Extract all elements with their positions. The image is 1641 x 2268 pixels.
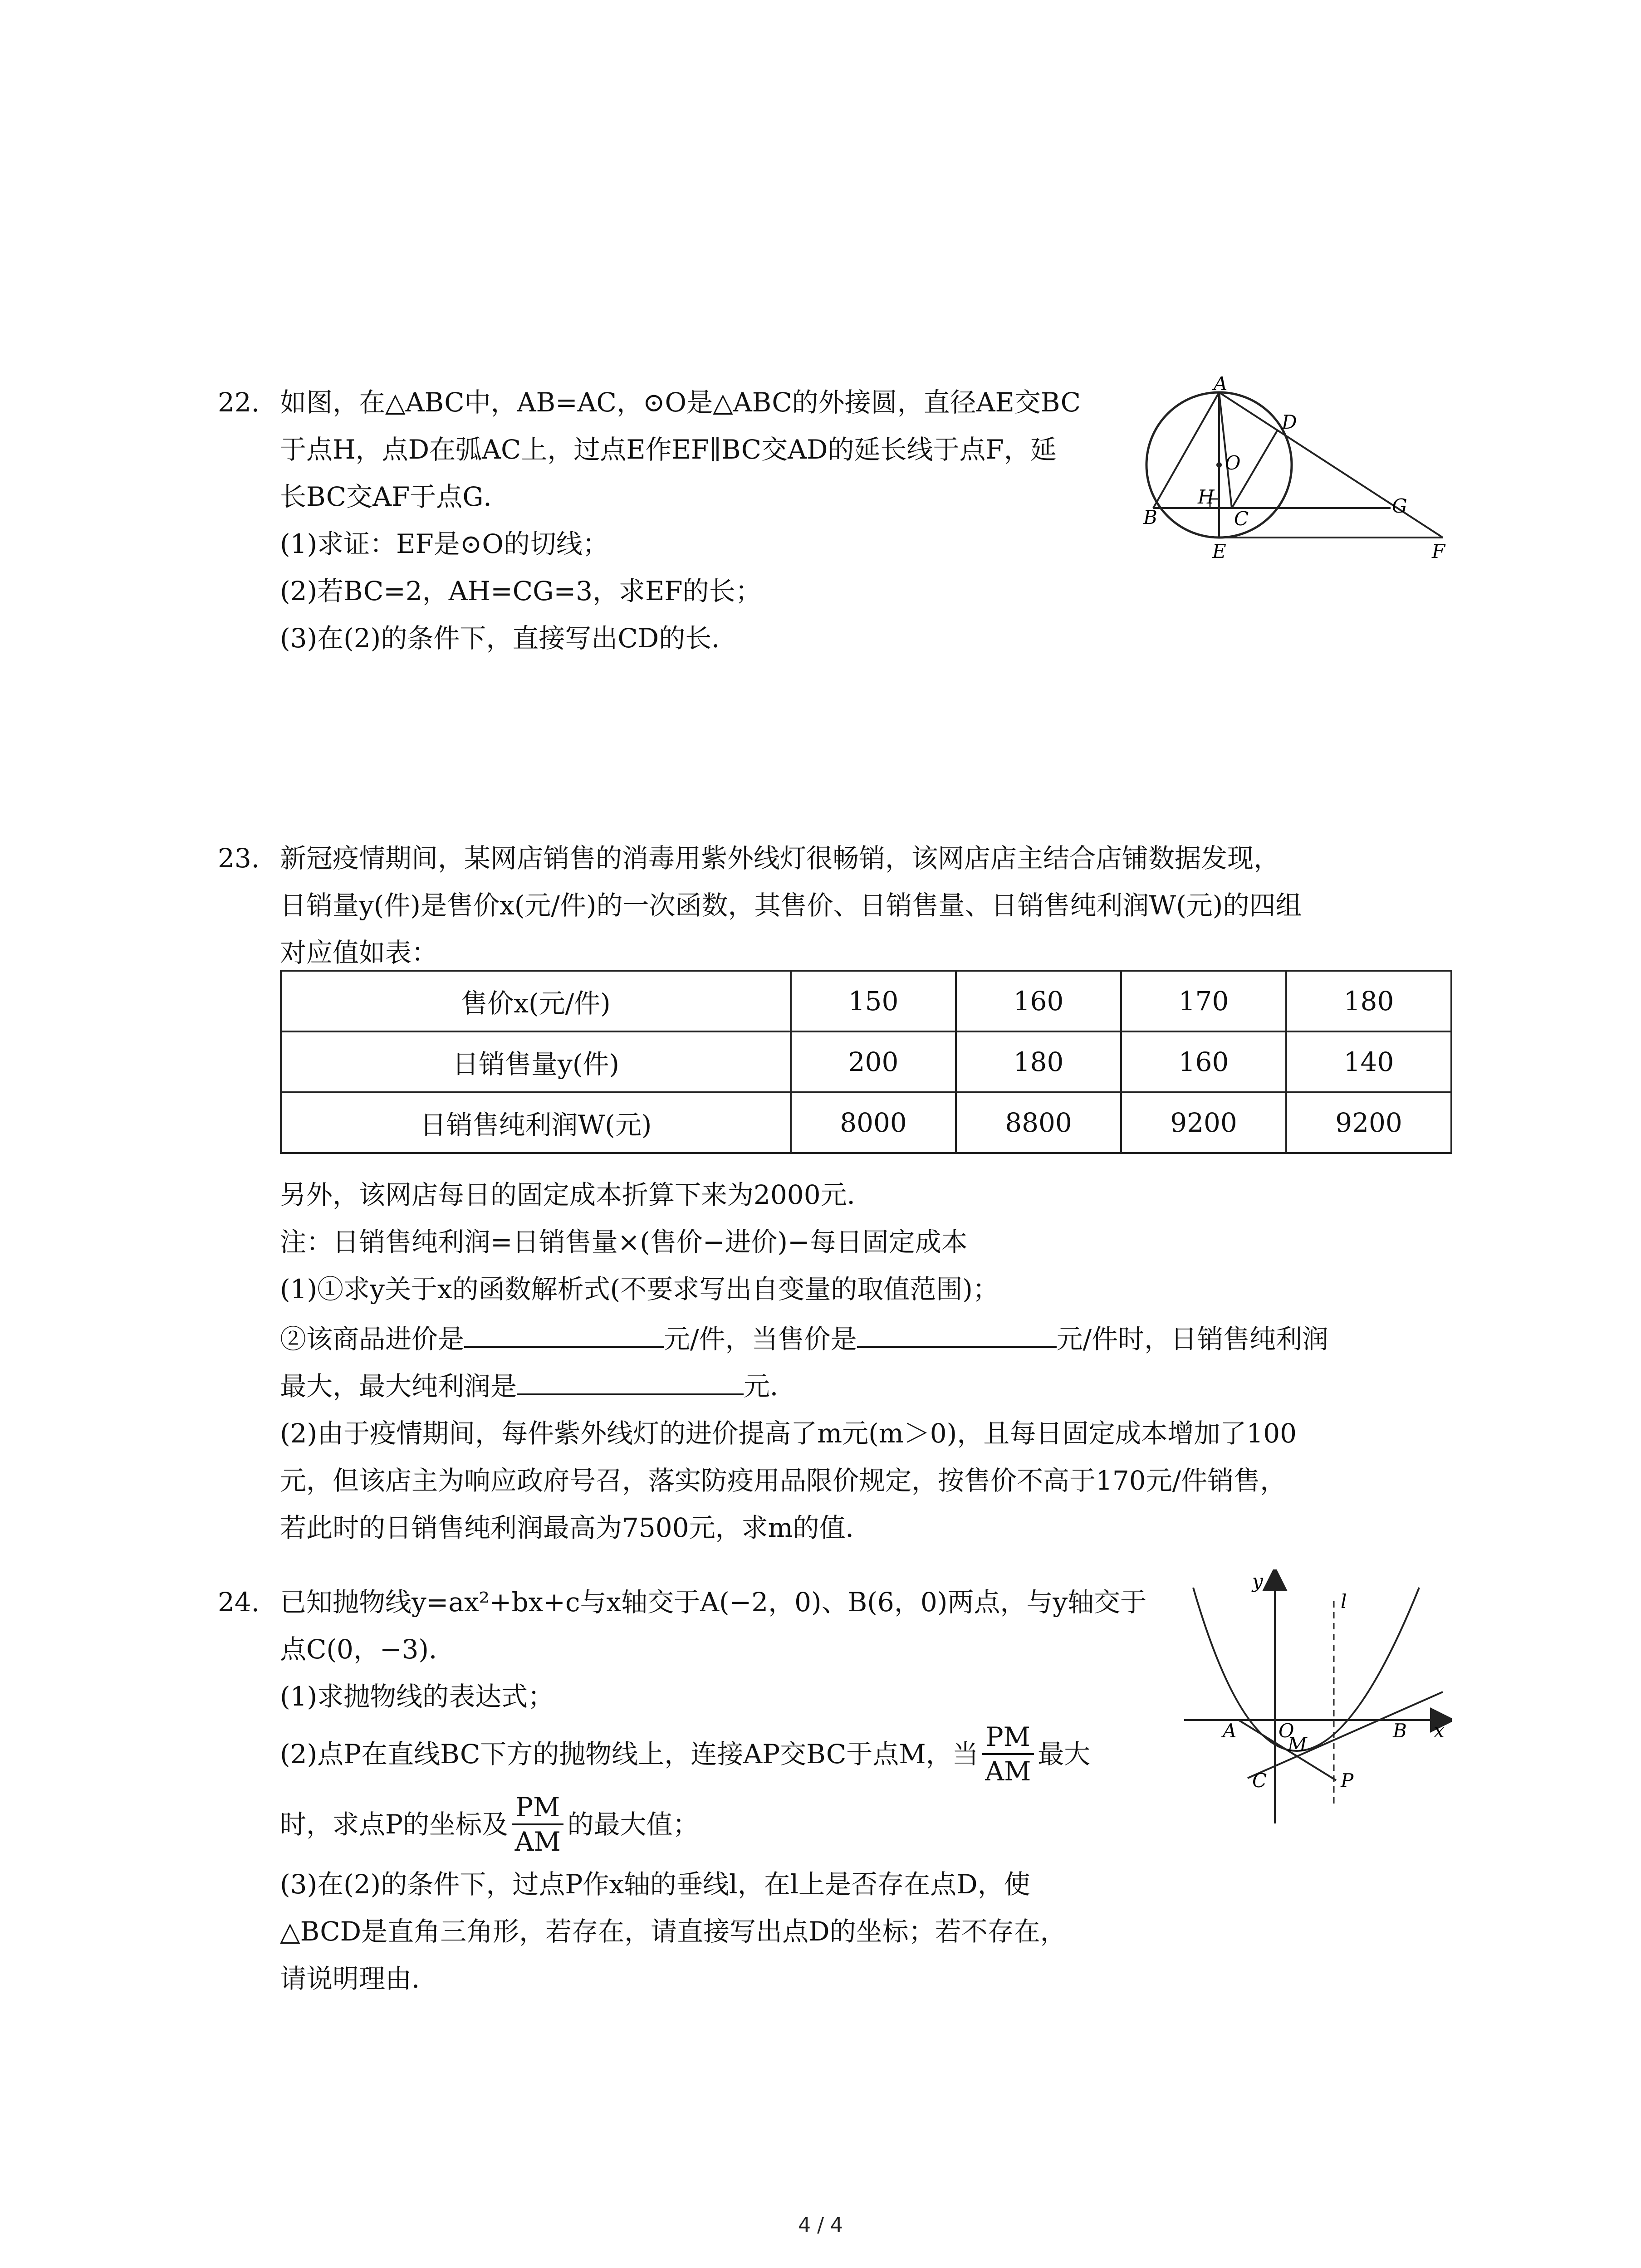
label-C: C bbox=[1252, 1769, 1267, 1792]
q24-parabola-figure bbox=[1180, 1569, 1452, 1833]
answer-blank-profit[interactable] bbox=[517, 1366, 744, 1395]
sub-question: (2)若BC=2，AH=CG=3，求EF的长； bbox=[280, 576, 762, 606]
table-cell: 160 bbox=[1121, 1031, 1286, 1092]
q22-geometry-figure bbox=[1143, 376, 1452, 572]
question-23 bbox=[218, 835, 1443, 1551]
question-text: 若此时的日销售纯利润最高为7500元，求m的值． bbox=[280, 1512, 872, 1543]
center-point bbox=[1216, 462, 1222, 468]
question-text: 长BC交AF于点G． bbox=[280, 481, 510, 512]
label-l: l bbox=[1341, 1590, 1347, 1613]
label-C: C bbox=[1234, 508, 1249, 530]
table-cell: 9200 bbox=[1286, 1092, 1451, 1153]
answer-blank-cost[interactable] bbox=[464, 1319, 664, 1348]
table-header-cell: 日销售量y(件) bbox=[281, 1031, 791, 1092]
label-O: O bbox=[1279, 1720, 1294, 1742]
table-row bbox=[281, 1031, 1451, 1092]
question-text: 新冠疫情期间，某网店销售的消毒用紫外线灯很畅销，该网店店主结合店铺数据发现， bbox=[280, 843, 1280, 874]
table-row bbox=[281, 1092, 1451, 1153]
table-header-cell: 日销售纯利润W(元) bbox=[281, 1092, 791, 1153]
table-cell: 8800 bbox=[956, 1092, 1121, 1153]
question-text: 于点H，点D在弧AC上，过点E作EF∥BC交AD的延长线于点F，延 bbox=[280, 434, 1057, 465]
table-header-cell: 售价x(元/件) bbox=[281, 971, 791, 1031]
question-text: 另外，该网店每日的固定成本折算下来为2000元． bbox=[280, 1179, 873, 1210]
question-text: 注：日销售纯利润=日销售量×(售价−进价)−每日固定成本 bbox=[280, 1227, 968, 1257]
question-text: 如图，在△ABC中，AB=AC，⊙O是△ABC的外接圆，直径AE交BC bbox=[280, 387, 1081, 418]
sub-question: (3)在(2)的条件下，过点P作x轴的垂线l，在l上是否存在点D，使 bbox=[280, 1869, 1030, 1900]
fill-line-2: 最大，最大纯利润是 元． bbox=[218, 1363, 1443, 1410]
question-text: △BCD是直角三角形，若存在，请直接写出点D的坐标；若不存在， bbox=[280, 1916, 1067, 1947]
label-O: O bbox=[1225, 452, 1241, 474]
segment-AC bbox=[1219, 392, 1232, 508]
table-cell: 160 bbox=[956, 971, 1121, 1031]
label-A: A bbox=[1214, 376, 1228, 395]
label-D: D bbox=[1282, 411, 1297, 433]
fraction-pm-am: $\frac{PM}{AM}$ bbox=[982, 1721, 1034, 1788]
table-cell: 180 bbox=[956, 1031, 1121, 1092]
sub-question-2: (2)点P在直线BC下方的抛物线上，连接AP交BC于点M，当 $\frac{PM}{AM}$ 最大 bbox=[280, 1721, 1091, 1787]
question-number: 23. bbox=[218, 843, 260, 874]
question-text: 元，但该店主为响应政府号召，落实防疫用品限价规定，按售价不高于170元/件销售， bbox=[280, 1465, 1287, 1496]
label-A: A bbox=[1223, 1720, 1237, 1742]
table-cell: 9200 bbox=[1121, 1092, 1286, 1153]
sub-question: (1)求证：EF是⊙O的切线； bbox=[280, 528, 609, 559]
sub-question: (1)求抛物线的表达式； bbox=[280, 1681, 554, 1712]
label-B: B bbox=[1143, 506, 1157, 528]
question-number: 22. bbox=[218, 387, 260, 418]
segment-AF bbox=[1219, 392, 1443, 538]
label-M: M bbox=[1288, 1733, 1308, 1755]
question-text: 对应值如表： bbox=[280, 937, 438, 968]
label-B: B bbox=[1393, 1720, 1407, 1742]
page-number: 4 / 4 bbox=[798, 2214, 843, 2237]
price-table bbox=[280, 970, 1452, 1154]
table-cell: 8000 bbox=[791, 1092, 956, 1153]
question-text: 已知抛物线y=ax²+bx+c与x轴交于A(−2，0)、B(6，0)两点，与y轴交于 bbox=[280, 1587, 1147, 1618]
question-text: 请说明理由． bbox=[280, 1963, 438, 1994]
label-G: G bbox=[1392, 495, 1407, 517]
table-cell: 180 bbox=[1286, 971, 1451, 1031]
table-row bbox=[281, 971, 1451, 1031]
fraction-pm-am: $\frac{PM}{AM}$ bbox=[512, 1791, 563, 1858]
label-y: y bbox=[1252, 1570, 1263, 1592]
label-E: E bbox=[1212, 540, 1226, 562]
answer-blank-price[interactable] bbox=[857, 1319, 1057, 1348]
sub-question: (1)①求y关于x的函数解析式(不要求写出自变量的取值范围)； bbox=[280, 1274, 999, 1305]
table-cell: 170 bbox=[1121, 971, 1286, 1031]
sub-question: (2)由于疫情期间，每件紫外线灯的进价提高了m元(m＞0)，且每日固定成本增加了100 bbox=[280, 1418, 1297, 1449]
sub-question: (3)在(2)的条件下，直接写出CD的长． bbox=[280, 623, 738, 654]
line-BC bbox=[1248, 1692, 1443, 1778]
fill-line-1: ②该商品进价是 元/件，当售价是 元/件时，日销售纯利润 bbox=[218, 1315, 1443, 1363]
question-text: 点C(0，−3)． bbox=[280, 1634, 456, 1665]
label-x: x bbox=[1434, 1720, 1445, 1742]
table-cell: 200 bbox=[791, 1031, 956, 1092]
label-P: P bbox=[1341, 1769, 1354, 1792]
table-cell: 140 bbox=[1286, 1031, 1451, 1092]
question-number: 24. bbox=[218, 1587, 260, 1618]
table-cell: 150 bbox=[791, 971, 956, 1031]
sub-question-2-cont: 时，求点P的坐标及 $\frac{PM}{AM}$ 的最大值； bbox=[280, 1792, 699, 1857]
label-F: F bbox=[1432, 540, 1445, 562]
question-text: 日销量y(件)是售价x(元/件)的一次函数，其售价、日销售量、日销售纯利润W(元)的四组 bbox=[280, 890, 1302, 921]
label-H: H bbox=[1198, 486, 1215, 508]
